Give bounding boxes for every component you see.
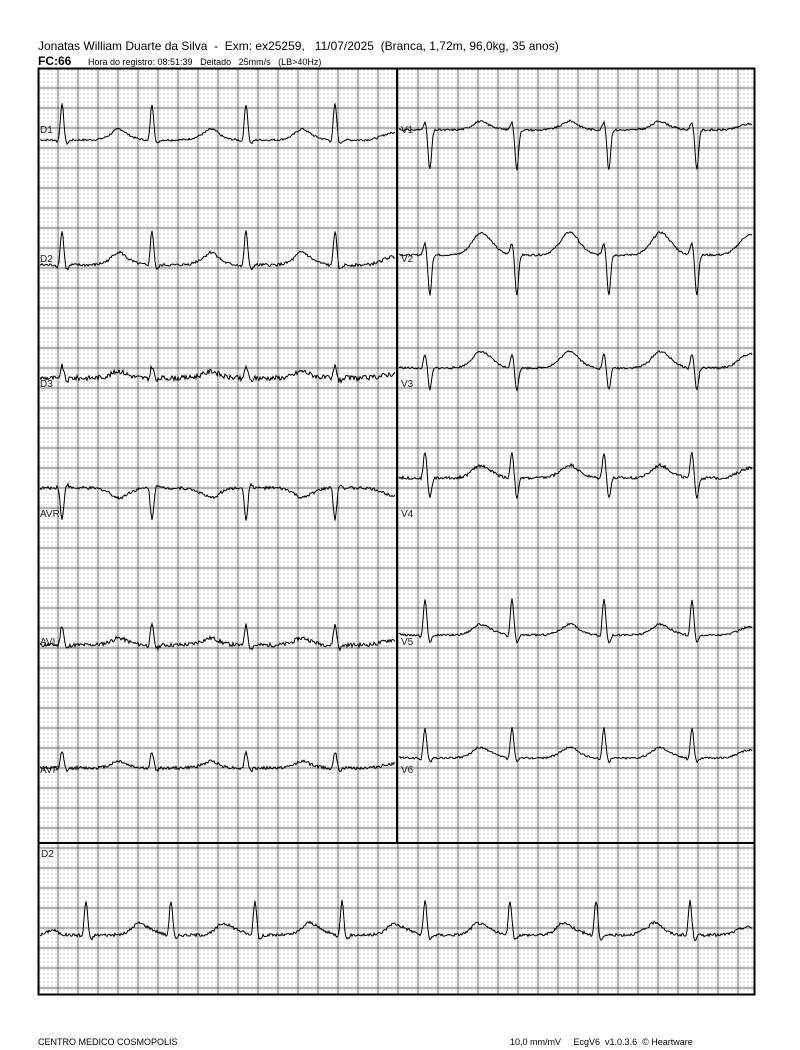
lead-label: V3	[401, 379, 414, 390]
institution-name: CENTRO MEDICO COSMOPOLIS	[38, 1037, 178, 1047]
lead-label: D2	[41, 849, 54, 860]
calibration-info	[510, 1037, 693, 1047]
calibration-value: 10,0 mm/mV	[510, 1037, 562, 1047]
heart-rate-label: FC:66	[38, 54, 72, 68]
lead-label: AVR	[40, 509, 60, 520]
lead-label: D2	[40, 254, 53, 265]
software-version: EcgV6 v1.0.3.6 © Heartware	[573, 1037, 693, 1047]
lead-label: V5	[401, 637, 414, 648]
recording-info: Hora do registro: 08:51:39 Deitado 25mm/s (LB>40Hz)	[88, 57, 322, 67]
lead-label: D3	[40, 379, 53, 390]
lead-label: AVF	[40, 765, 59, 776]
lead-label: V6	[401, 765, 414, 776]
lead-label: V1	[401, 125, 414, 136]
patient-header: Jonatas William Duarte da Silva - Exm: ex25259, 11/07/2025 (Branca, 1,72m, 96,0kg, 35 anos)	[38, 39, 559, 53]
lead-label: D1	[40, 125, 53, 136]
lead-label: V2	[401, 254, 414, 265]
lead-label: AVL	[40, 637, 59, 648]
lead-label: V4	[401, 509, 414, 520]
